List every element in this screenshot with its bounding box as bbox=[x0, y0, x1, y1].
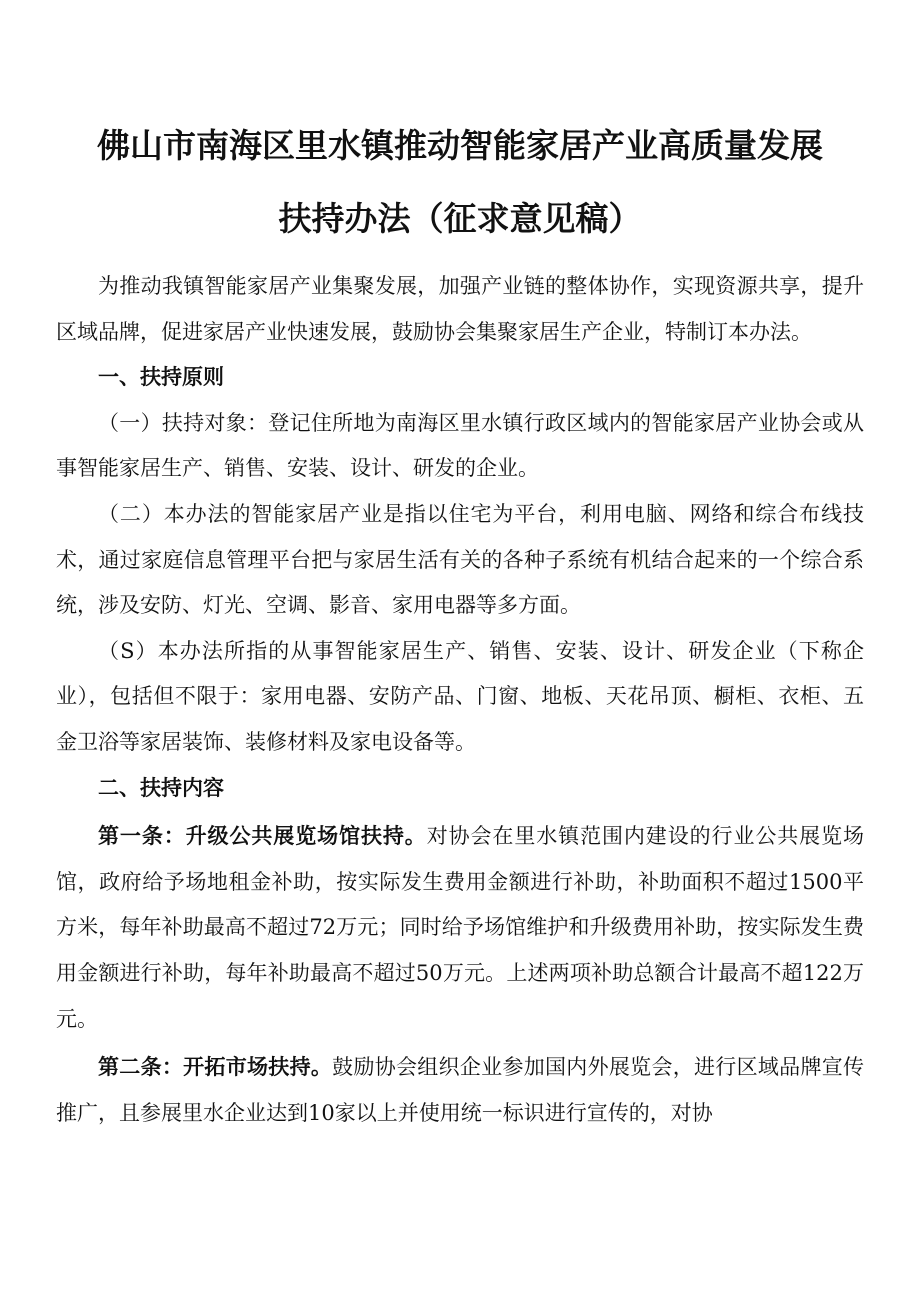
article-2-title: 第二条：开拓市场扶持。 bbox=[98, 1055, 333, 1080]
section-1-item-3: （S）本办法所指的从事智能家居生产、销售、安装、设计、研发企业（下称企业），包括但不限于：家用电器、安防产品、门窗、地板、天花吊顶、橱柜、衣柜、五金卫浴等家居装饰、装修材料及家电设备等。 bbox=[56, 638, 864, 754]
document-title-line-2: 扶持办法（征求意见稿） bbox=[278, 199, 642, 238]
intro-paragraph: 为推动我镇智能家居产业集聚发展，加强产业链的整体协作，实现资源共享，提升区域品牌，促进家居产业快速发展，鼓励协会集聚家居生产企业，特制订本办法。 bbox=[56, 274, 864, 344]
article-1 bbox=[56, 814, 864, 1042]
article-1-title: 第一条：升级公共展览场馆扶持。 bbox=[98, 824, 427, 849]
article-1-text: 对协会在里水镇范围内建设的行业公共展览场馆，政府给予场地租金补助，按实际发生费用金额进行补助，补助面积不超过1500平方米，每年补助最高不超过72万元；同时给予场馆维护和升级费用补助，按实际发生费用金额进行补助，每年补助最高不超过50万元。上述两项补助总额合计最高不超122万元。 bbox=[56, 824, 865, 1031]
article-2-text: 鼓励协会组织企业参加国内外展览会，进行区域品牌宣传推广，且参展里水企业达到10家以上并使用统一标识进行宣传的，对协 bbox=[56, 1055, 865, 1125]
document-body bbox=[56, 264, 864, 1136]
document-title-line-1: 佛山市南海区里水镇推动智能家居产业高质量发展 bbox=[97, 126, 823, 165]
section-1-item-1: （一）扶持对象：登记住所地为南海区里水镇行政区域内的智能家居产业协会或从事智能家居生产、销售、安装、设计、研发的企业。 bbox=[56, 410, 864, 481]
section-1-heading: 一、扶持原则 bbox=[98, 365, 224, 390]
article-2 bbox=[56, 1045, 864, 1136]
section-1-item-2: （二）本办法的智能家居产业是指以住宅为平台，利用电脑、网络和综合布线技术，通过家庭信息管理平台把与家居生活有关的各种子系统有机结合起来的一个综合系统，涉及安防、灯光、空调、影音、家用电器等多方面。 bbox=[56, 501, 864, 618]
section-2-heading: 二、扶持内容 bbox=[98, 775, 224, 800]
